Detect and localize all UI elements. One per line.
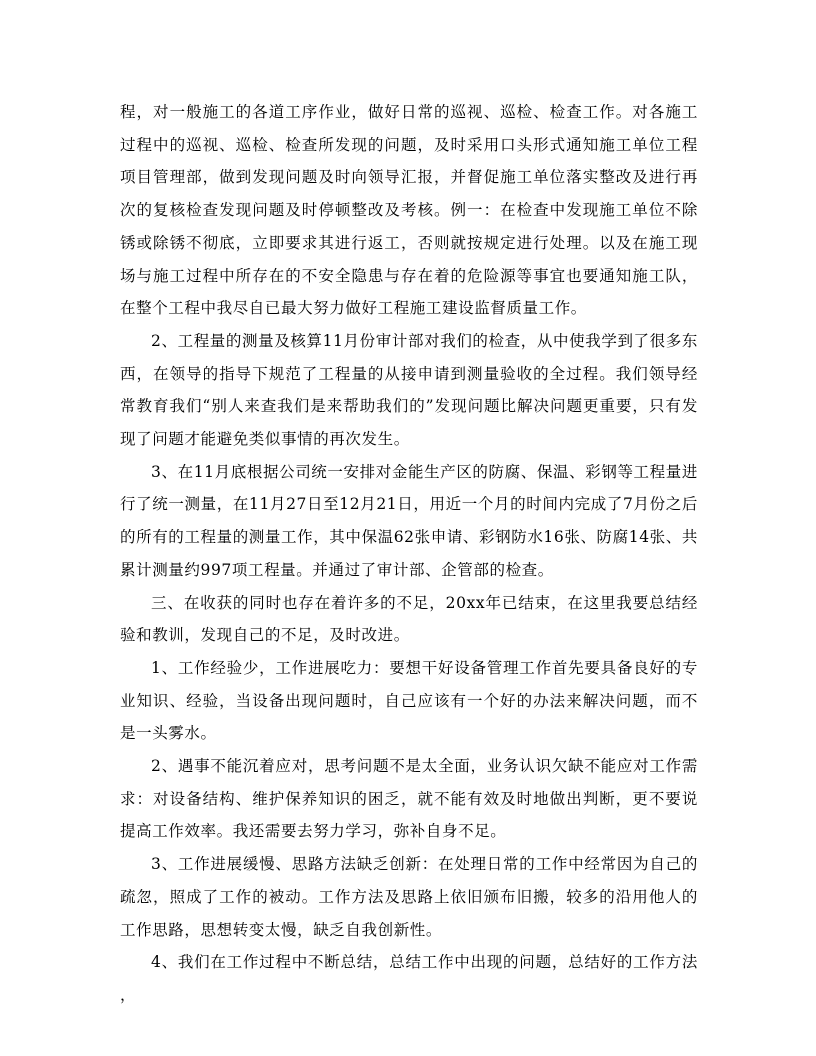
paragraph-shortcoming-composure: 2、遇事不能沉着应对，思考问题不是太全面，业务认识欠缺不能应对工作需求：对设备结构、维护保养知识的困乏，就不能有效及时地做出判断，更不要说提高工作效率。我还需要去努力学习，弥补自身不足。 bbox=[120, 757, 698, 841]
paragraph-quantity-measurement: 2、工程量的测量及核算11月份审计部对我们的检查，从中使我学到了很多东西，在领导的指导下规范了工程量的从接申请到测量验收的全过程。我们领导经常教育我们“别人来查我们是来帮助我们的”发现问题比解决问题更重要，只有发现了问题才能避免类似事情的再次发生。 bbox=[120, 331, 698, 449]
paragraph-inspection-work: 程，对一般施工的各道工序作业，做好日常的巡视、巡检、检查工作。对各施工过程中的巡视、巡检、检查所发现的问题，及时采用口头形式通知施工单位工程项目管理部，做到发现问题及时向领导汇报，并督促施工单位落实整改及进行再次的复核检查发现问题及时停顿整改及考核。例一：在检查中发现施工单位不除锈或除锈不彻底，立即要求其进行返工，否则就按规定进行处理。以及在施工现场与施工过程中所存在的不安全隐患与存在着的危险源等事宜也要通知施工队，在整个工程中我尽自已最大努力做好工程施工建设监督质量工作。 bbox=[120, 103, 698, 318]
paragraph-shortcomings-heading: 三、在收获的同时也存在着许多的不足，20xx年已结束，在这里我要总结经验和教训，发现自己的不足，及时改进。 bbox=[120, 593, 698, 645]
paragraph-continuous-summary: 4、我们在工作过程中不断总结，总结工作中出现的问题，总结好的工作方法， bbox=[120, 953, 698, 1004]
paragraph-shortcoming-experience: 1、工作经验少，工作进展吃力：要想干好设备管理工作首先要具备良好的专业知识、经验，当设备出现问题时，自己应该有一个好的办法来解决问题，而不是一头雾水。 bbox=[120, 658, 698, 743]
document-body bbox=[120, 96, 698, 1012]
paragraph-shortcoming-innovation: 3、工作进展缓慢、思路方法缺乏创新：在处理日常的工作中经常因为自己的疏忽，照成了工作的被动。工作方法及思路上依旧颁布旧搬，较多的沿用他人的工作思路，思想转变太慢，缺乏自我创新性。 bbox=[120, 855, 698, 939]
paragraph-november-survey: 3、在11月底根据公司统一安排对金能生产区的防腐、保温、彩钢等工程量进行了统一测量，在11月27日至12月21日，用近一个月的时间内完成了7月份之后的所有的工程量的测量工作，其中保温62张申请、彩钢防水16张、防腐14张、共累计测量约997项工程量。并通过了审计部、企管部的检查。 bbox=[120, 462, 698, 579]
